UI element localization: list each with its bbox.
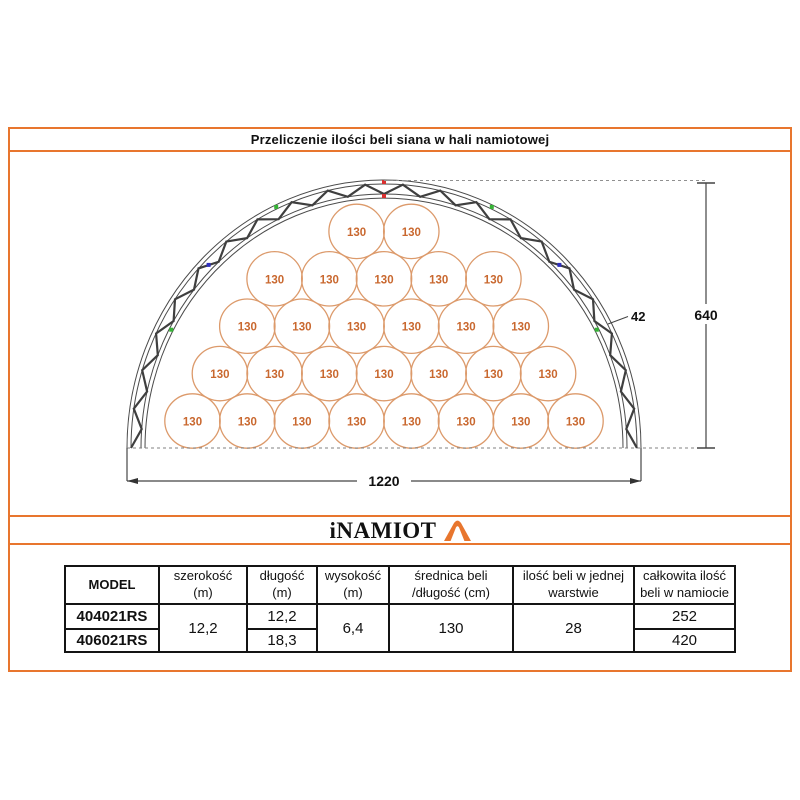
- hay-bale-label: 130: [347, 416, 367, 429]
- hay-bale-label: 130: [319, 369, 339, 382]
- table-row: [65, 604, 735, 629]
- total-bales-cell-1: 252: [634, 604, 735, 629]
- hay-bale-label: 130: [483, 369, 503, 382]
- spec-table-zone: [10, 545, 790, 670]
- truss-marker: [274, 205, 278, 209]
- hay-bale: [165, 394, 220, 448]
- page-title-text: Przeliczenie ilości beli siana w hali namiotowej: [250, 132, 550, 147]
- col-header-length: [247, 566, 317, 604]
- col-header-width-line1: szerokość: [173, 568, 233, 584]
- col-header-bale-diameter-line2: /długość (cm): [411, 585, 491, 600]
- hay-bale-label: 130: [429, 369, 449, 382]
- hay-bale-label: 130: [319, 274, 339, 287]
- hay-bale: [356, 346, 411, 400]
- hay-bale-label: 130: [347, 321, 367, 334]
- bale-diameter-cell: 130: [389, 604, 513, 652]
- col-header-length-line1: długość: [259, 568, 305, 584]
- model-cell-2: 406021RS: [65, 629, 159, 652]
- truss-chord: [131, 184, 637, 448]
- hay-bale-label: 130: [401, 321, 421, 334]
- hay-bale: [548, 394, 603, 448]
- hay-bale-label: 130: [511, 321, 531, 334]
- col-header-bales-per-layer-line1: ilość beli w jednej: [522, 568, 625, 584]
- hay-bale-label: 130: [292, 321, 312, 334]
- hay-bale: [329, 204, 384, 258]
- truss-marker: [490, 205, 494, 209]
- height-cell: 6,4: [317, 604, 389, 652]
- hay-bale-label: 130: [456, 321, 476, 334]
- hay-bale-label: 130: [429, 274, 449, 287]
- truss-arch: [127, 180, 641, 448]
- hay-bale-label: 130: [182, 416, 203, 429]
- dim-truss-leader-line: [608, 317, 628, 325]
- hay-bale-label: 130: [511, 416, 531, 429]
- dim-truss-label: 42: [631, 309, 646, 324]
- table-header-row: [65, 566, 735, 604]
- hay-bale-label: 130: [483, 274, 503, 287]
- page-title: [10, 129, 790, 152]
- hay-bale-label: 130: [265, 274, 285, 287]
- col-header-bale-diameter-line1: średnica beli: [414, 568, 488, 584]
- hay-bale: [411, 346, 466, 400]
- hay-bale: [302, 252, 357, 306]
- col-header-bales-per-layer: [513, 566, 634, 604]
- hay-bale: [520, 346, 575, 400]
- tent-cross-section-drawing: [10, 152, 790, 515]
- hay-bale-label: 130: [374, 369, 394, 382]
- hay-bale: [247, 346, 302, 400]
- truss-marker: [169, 328, 173, 332]
- hay-bale-label: 130: [292, 416, 312, 429]
- col-header-length-line2: (m): [272, 585, 292, 600]
- hay-bale: [329, 299, 384, 353]
- hay-bale: [466, 252, 521, 306]
- hay-bale-label: 130: [347, 226, 367, 239]
- truss-chord: [127, 180, 641, 448]
- hay-bale: [220, 299, 275, 353]
- col-header-width: [159, 566, 247, 604]
- hay-bale: [493, 299, 548, 353]
- hay-bale: [438, 394, 493, 448]
- hay-bale-label: 130: [565, 416, 586, 429]
- spec-table: [64, 565, 736, 653]
- length-cell-2: 18,3: [247, 629, 317, 652]
- col-header-height-line1: wysokość: [324, 568, 382, 584]
- hay-bale: [356, 252, 411, 306]
- total-bales-cell-2: 420: [634, 629, 735, 652]
- truss-marker: [207, 263, 211, 267]
- col-header-bales-per-layer-line2: warstwie: [548, 585, 599, 600]
- hay-bale: [274, 394, 329, 448]
- col-header-height: [317, 566, 389, 604]
- col-header-total-bales-line1: całkowita ilość: [642, 568, 727, 584]
- brand-bar: [10, 517, 790, 545]
- hay-bale: [438, 299, 493, 353]
- hay-bale-label: 130: [374, 274, 394, 287]
- hay-bale: [411, 252, 466, 306]
- hay-bale-label: 130: [237, 321, 257, 334]
- hay-bale: [384, 299, 439, 353]
- hay-bale: [247, 252, 302, 306]
- hay-bale: [302, 346, 357, 400]
- width-cell: 12,2: [159, 604, 247, 652]
- truss-marker: [382, 194, 386, 198]
- col-header-model: MODEL: [65, 566, 159, 604]
- hay-bale: [384, 394, 439, 448]
- hay-bale: [192, 346, 247, 400]
- dim-width-arrow-right: [630, 478, 641, 484]
- tent-diagram: [10, 152, 790, 517]
- hay-bale: [384, 204, 439, 258]
- hay-bale-label: 130: [456, 416, 476, 429]
- col-header-total-bales: [634, 566, 735, 604]
- hay-bale-label: 130: [210, 369, 230, 382]
- hay-bale-label: 130: [401, 416, 421, 429]
- col-header-width-line2: (m): [193, 585, 213, 600]
- tent-icon: [444, 520, 471, 541]
- brand-name: iNAMIOT: [329, 517, 437, 543]
- hay-bale-label: 130: [237, 416, 257, 429]
- hay-bale-label: 130: [265, 369, 285, 382]
- hay-bale: [329, 394, 384, 448]
- hay-bale: [220, 394, 275, 448]
- dim-height-label: 640: [694, 307, 718, 323]
- hay-bale: [493, 394, 548, 448]
- col-header-total-bales-line2: beli w namiocie: [640, 585, 729, 600]
- truss-marker: [557, 263, 561, 267]
- col-header-height-line2: (m): [343, 585, 363, 600]
- hay-bale-label: 130: [401, 226, 421, 239]
- dim-width-arrow-left: [127, 478, 138, 484]
- bales-per-layer-cell: 28: [513, 604, 634, 652]
- dim-width-label: 1220: [368, 473, 400, 489]
- hay-bale: [274, 299, 329, 353]
- hay-bale-label: 130: [538, 369, 558, 382]
- model-cell-1: 404021RS: [65, 604, 159, 629]
- hay-bale: [466, 346, 521, 400]
- length-cell-1: 12,2: [247, 604, 317, 629]
- col-header-bale-diameter: [389, 566, 513, 604]
- truss-marker: [595, 328, 599, 332]
- content-frame: [8, 127, 792, 672]
